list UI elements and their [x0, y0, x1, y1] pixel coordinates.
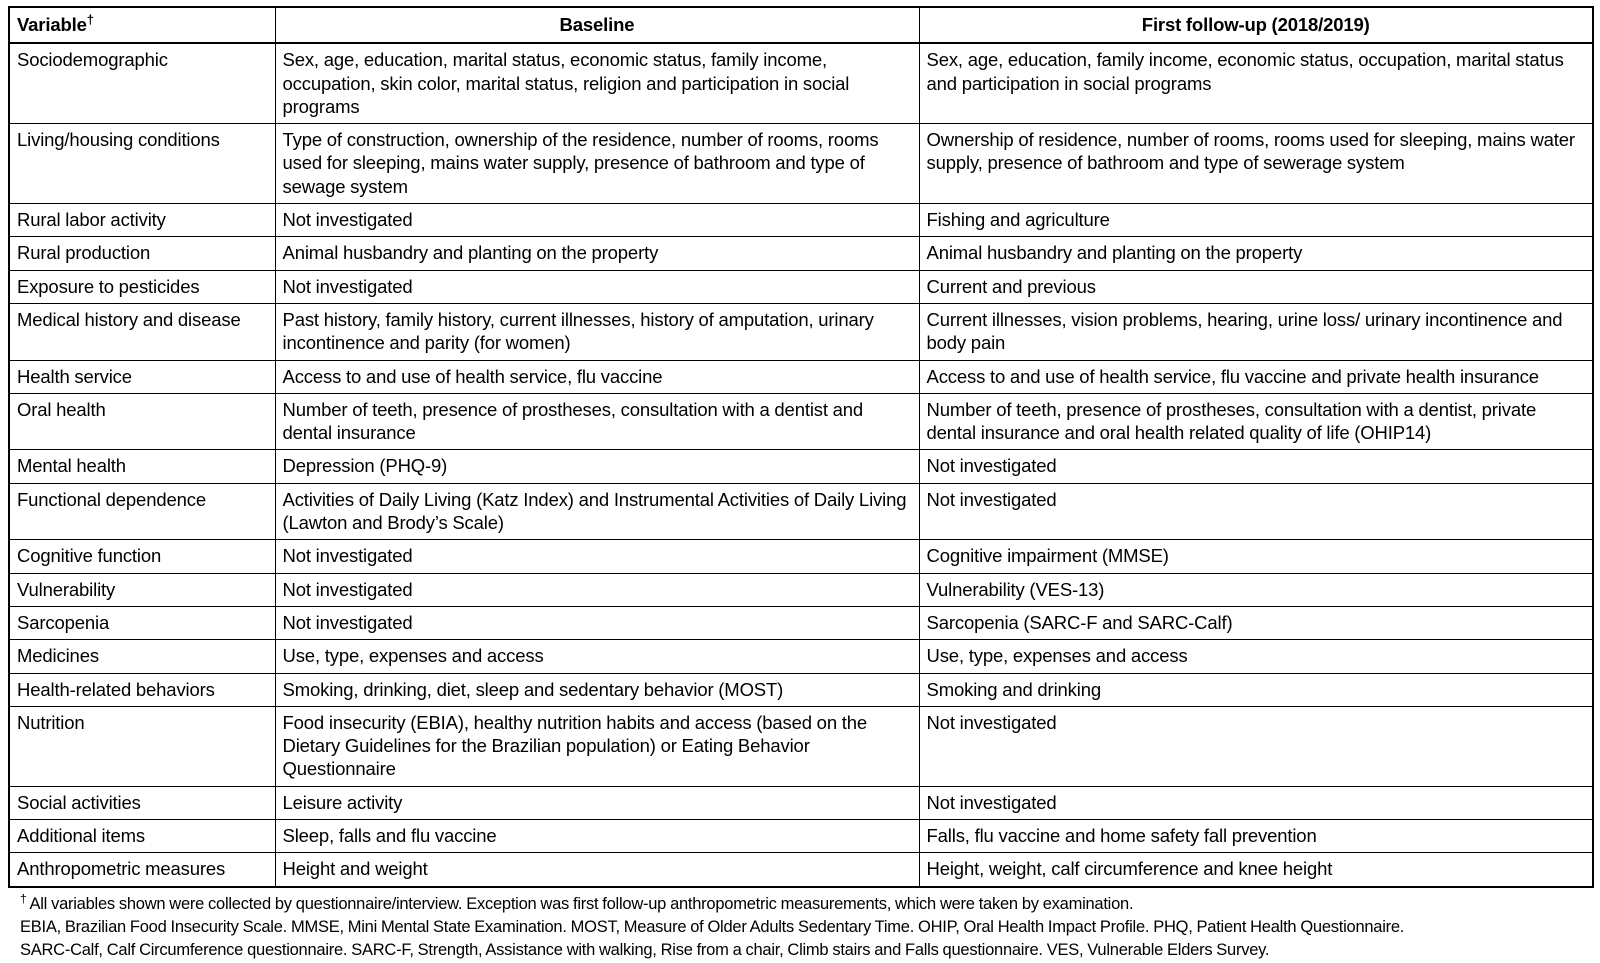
cell-variable: Sarcopenia	[9, 606, 275, 639]
cell-followup: Not investigated	[919, 450, 1593, 483]
cell-variable: Sociodemographic	[9, 43, 275, 123]
dagger-marker-icon: †	[20, 891, 27, 906]
cell-variable: Living/housing conditions	[9, 124, 275, 204]
cell-followup: Animal husbandry and planting on the property	[919, 237, 1593, 270]
cell-variable: Medical history and disease	[9, 303, 275, 360]
cell-followup: Not investigated	[919, 786, 1593, 819]
table-row	[9, 450, 1593, 483]
cell-followup: Vulnerability (VES-13)	[919, 573, 1593, 606]
cell-baseline: Not investigated	[275, 573, 919, 606]
footnote-line-3: SARC-Calf, Calf Circumference questionnaire. SARC-F, Strength, Assistance with walking, Rise from a chair, Climb stairs and Falls questionnaire. VES, Vulnerable Elders Survey.	[20, 941, 1270, 960]
cell-baseline: Past history, family history, current illnesses, history of amputation, urinary incontinence and parity (for women)	[275, 303, 919, 360]
cell-followup: Smoking and drinking	[919, 673, 1593, 706]
cell-followup: Current and previous	[919, 270, 1593, 303]
table-row	[9, 573, 1593, 606]
cell-variable: Health-related behaviors	[9, 673, 275, 706]
table-row	[9, 237, 1593, 270]
cell-followup: Height, weight, calf circumference and knee height	[919, 853, 1593, 887]
table-header	[9, 7, 1593, 43]
cell-variable: Nutrition	[9, 706, 275, 786]
cell-baseline: Depression (PHQ-9)	[275, 450, 919, 483]
cell-variable: Cognitive function	[9, 540, 275, 573]
cell-followup: Cognitive impairment (MMSE)	[919, 540, 1593, 573]
table-row	[9, 393, 1593, 450]
table-row	[9, 360, 1593, 393]
cell-followup: Falls, flu vaccine and home safety fall prevention	[919, 820, 1593, 853]
cell-followup: Use, type, expenses and access	[919, 640, 1593, 673]
table-row	[9, 673, 1593, 706]
cell-baseline: Not investigated	[275, 606, 919, 639]
cell-baseline: Height and weight	[275, 853, 919, 887]
table-row	[9, 820, 1593, 853]
cell-variable: Oral health	[9, 393, 275, 450]
table-row	[9, 204, 1593, 237]
cell-variable: Mental health	[9, 450, 275, 483]
table-row	[9, 483, 1593, 540]
table-row	[9, 853, 1593, 887]
cell-baseline: Access to and use of health service, flu vaccine	[275, 360, 919, 393]
study-variables-table	[8, 6, 1594, 888]
table-row	[9, 303, 1593, 360]
cell-followup: Fishing and agriculture	[919, 204, 1593, 237]
cell-variable: Vulnerability	[9, 573, 275, 606]
table-row	[9, 43, 1593, 123]
table-row	[9, 706, 1593, 786]
cell-variable: Health service	[9, 360, 275, 393]
cell-baseline: Sex, age, education, marital status, economic status, family income, occupation, skin color, marital status, religion and participation in social programs	[275, 43, 919, 123]
cell-baseline: Leisure activity	[275, 786, 919, 819]
footnotes	[8, 893, 1592, 963]
cell-baseline: Food insecurity (EBIA), healthy nutrition habits and access (based on the Dietary Guidelines for the Brazilian population) or Eating Behavior Questionnaire	[275, 706, 919, 786]
cell-followup: Sex, age, education, family income, economic status, occupation, marital status and participation in social programs	[919, 43, 1593, 123]
cell-baseline: Animal husbandry and planting on the property	[275, 237, 919, 270]
cell-followup: Ownership of residence, number of rooms, rooms used for sleeping, mains water supply, presence of bathroom and type of sewerage system	[919, 124, 1593, 204]
cell-variable: Social activities	[9, 786, 275, 819]
table-row	[9, 640, 1593, 673]
cell-followup: Current illnesses, vision problems, hearing, urine loss/ urinary incontinence and body pain	[919, 303, 1593, 360]
cell-baseline: Not investigated	[275, 270, 919, 303]
cell-followup: Not investigated	[919, 483, 1593, 540]
table-row	[9, 270, 1593, 303]
table-body	[9, 43, 1593, 886]
cell-variable: Medicines	[9, 640, 275, 673]
table-row	[9, 606, 1593, 639]
footnote-line-2: EBIA, Brazilian Food Insecurity Scale. MMSE, Mini Mental State Examination. MOST, Measure of Older Adults Sedentary Time. OHIP, Oral Health Impact Profile. PHQ, Patient Health Questionnaire.	[20, 918, 1405, 937]
table-row	[9, 786, 1593, 819]
table-row	[9, 124, 1593, 204]
cell-variable: Rural labor activity	[9, 204, 275, 237]
cell-followup: Sarcopenia (SARC-F and SARC-Calf)	[919, 606, 1593, 639]
cell-variable: Additional items	[9, 820, 275, 853]
table-row	[9, 540, 1593, 573]
footnote-line-1	[20, 893, 1592, 916]
column-header-baseline: Baseline	[275, 7, 919, 43]
cell-variable: Anthropometric measures	[9, 853, 275, 887]
cell-followup: Number of teeth, presence of prostheses, consultation with a dentist, private dental insurance and oral health related quality of life (OHIP14)	[919, 393, 1593, 450]
footnote-line-1-text: All variables shown were collected by questionnaire/interview. Exception was first follow-up anthropometric measurements, which were taken by examination.	[26, 894, 1134, 913]
column-header-variable	[9, 7, 275, 43]
cell-baseline: Number of teeth, presence of prostheses, consultation with a dentist and dental insurance	[275, 393, 919, 450]
cell-baseline: Smoking, drinking, diet, sleep and sedentary behavior (MOST)	[275, 673, 919, 706]
column-header-followup: First follow-up (2018/2019)	[919, 7, 1593, 43]
table-header-row	[9, 7, 1593, 43]
cell-baseline: Sleep, falls and flu vaccine	[275, 820, 919, 853]
cell-followup: Not investigated	[919, 706, 1593, 786]
cell-followup: Access to and use of health service, flu vaccine and private health insurance	[919, 360, 1593, 393]
cell-variable: Functional dependence	[9, 483, 275, 540]
cell-baseline: Type of construction, ownership of the residence, number of rooms, rooms used for sleeping, mains water supply, presence of bathroom and type of sewage system	[275, 124, 919, 204]
cell-baseline: Not investigated	[275, 540, 919, 573]
cell-baseline: Use, type, expenses and access	[275, 640, 919, 673]
cell-variable: Rural production	[9, 237, 275, 270]
cell-variable: Exposure to pesticides	[9, 270, 275, 303]
cell-baseline: Activities of Daily Living (Katz Index) and Instrumental Activities of Daily Living (Lawton and Brody’s Scale)	[275, 483, 919, 540]
column-header-variable-label: Variable	[17, 14, 87, 35]
cell-baseline: Not investigated	[275, 204, 919, 237]
dagger-marker-icon: †	[86, 11, 94, 27]
